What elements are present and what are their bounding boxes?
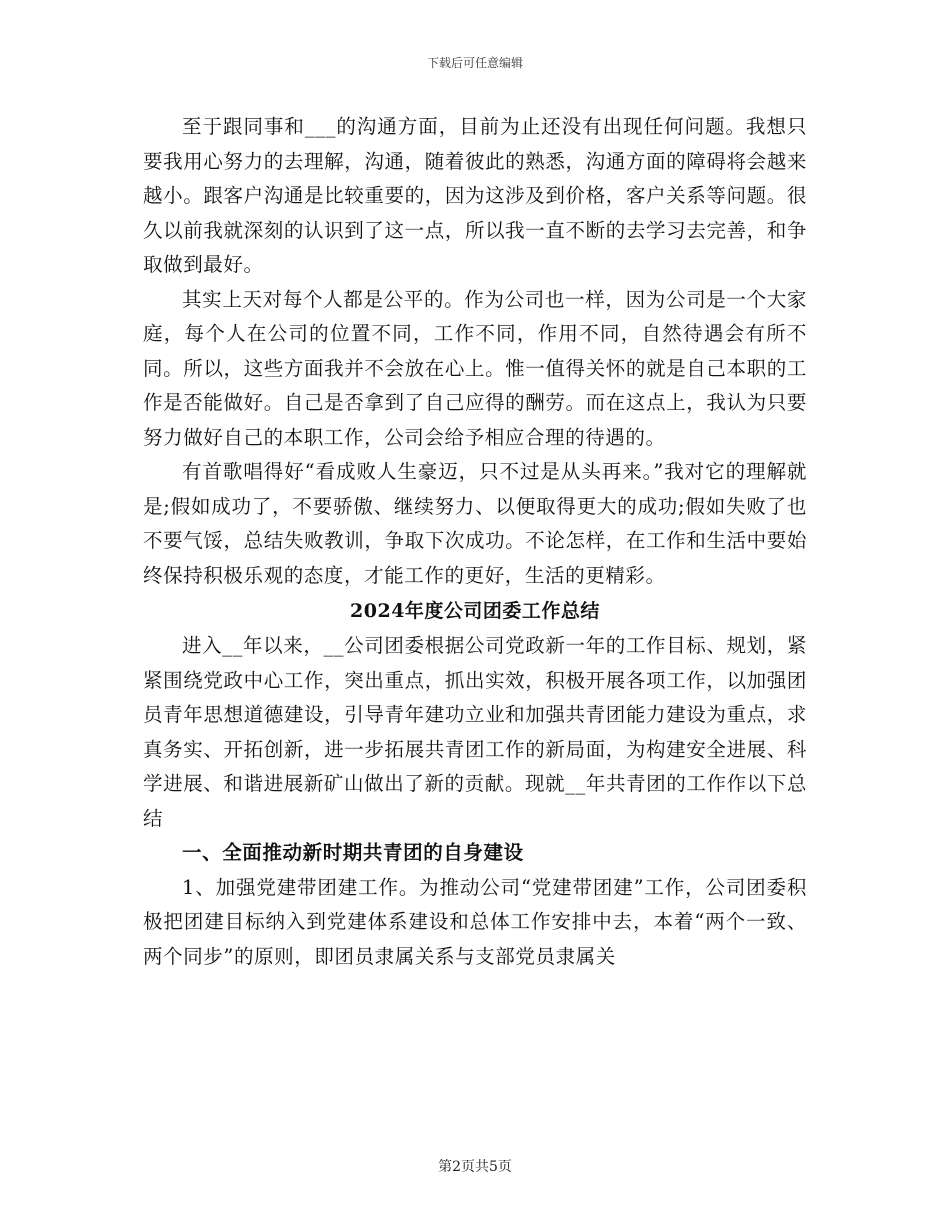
page-number: 第2页共5页 (438, 1159, 512, 1175)
paragraph-introduction: 进入__年以来，__公司团委根据公司党政新一年的工作目标、规划，紧紧围绕党政中心工作，突出重点，抓出实效，积极开展各项工作，以加强团员青年思想道德建设，引导青年建功立业和加强共青团能力建设为重点，求真务实、开拓创新，进一步拓展共青团工作的新局面，为构建安全进展、科学进展、和谐进展新矿山做出了新的贡献。现就__年共青团的工作作以下总结 (143, 634, 807, 830)
paragraph-party-building: 1、加强党建带团建工作。为推动公司“党建带团建”工作，公司团委积极把团建目标纳入到党建体系建设和总体工作安排中去，本着“两个一致、两个同步”的原则，即团员隶属关系与支部党员隶属关 (143, 875, 807, 968)
paragraph-song-quote: 有首歌唱得好“看成败人生豪迈，只不过是从头再来。”我对它的理解就是;假如成功了，不要骄傲、继续努力、以便取得更大的成功;假如失败了也不要气馁，总结失败教训，争取下次成功。不论怎样，在工作和生活中要始终保持积极乐观的态度，才能工作的更好，生活的更精彩。 (143, 460, 807, 587)
section-heading-1: 一、全面推动新时期共青团的自身建设 (182, 841, 524, 864)
paragraph-fairness: 其实上天对每个人都是公平的。作为公司也一样，因为公司是一个大家庭，每个人在公司的位置不同，工作不同，作用不同，自然待遇会有所不同。所以，这些方面我并不会放在心上。惟一值得关怀的就是自己本职的工作是否能做好。自己是否拿到了自己应得的酬劳。而在这点上，我认为只要努力做好自己的本职工作，公司会给予相应合理的待遇的。 (143, 287, 807, 449)
page-header-note: 下载后可任意编辑 (426, 56, 523, 70)
paragraph-communication: 至于跟同事和___的沟通方面，目前为止还没有出现任何问题。我想只要我用心努力的去理解，沟通，随着彼此的熟悉，沟通方面的障碍将会越来越小。跟客户沟通是比较重要的，因为这涉及到价格，客户关系等问题。很久以前我就深刻的认识到了这一点，所以我一直不断的去学习去完善，和争取做到最好。 (143, 115, 807, 276)
document-title: 2024年度公司团委工作总结 (350, 600, 600, 622)
document-body (143, 110, 807, 974)
